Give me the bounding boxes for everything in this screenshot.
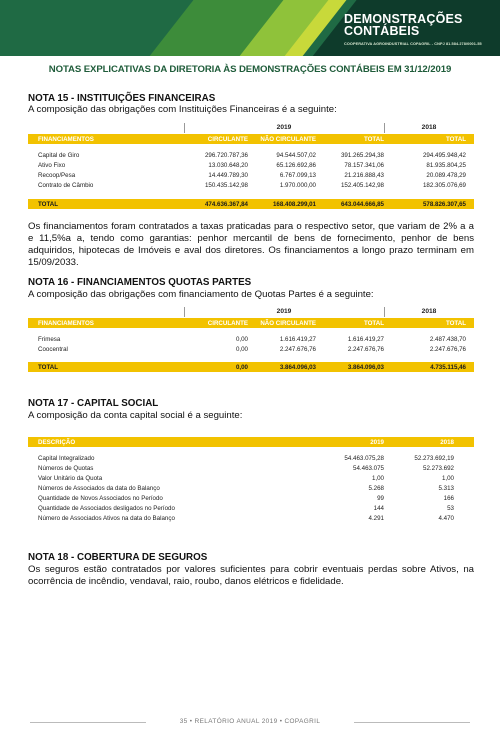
table-row: [28, 453, 474, 463]
row-label: Número de Associados Ativos na data do Balanço: [38, 515, 175, 522]
total-cell: 643.044.666,85: [340, 201, 384, 208]
cell: 52.273.692,19: [414, 455, 454, 462]
table-row: [28, 513, 474, 523]
nota18-title: NOTA 18 - COBERTURA DE SEGUROS: [28, 552, 208, 563]
row-label: Coocentral: [38, 346, 68, 353]
cell: 391.265.294,38: [340, 152, 384, 159]
section-title-line2: CONTÁBEIS: [344, 24, 420, 38]
nota17-table: [28, 437, 474, 523]
table-row: [28, 344, 474, 354]
cell: 4.470: [438, 515, 454, 522]
table-row: [28, 150, 474, 160]
total-cell: 0,00: [235, 364, 248, 371]
cell: 5.313: [438, 485, 454, 492]
row-label: Quantidade de Novos Associados no Período: [38, 495, 163, 502]
table-header: [28, 437, 474, 447]
row-label: Capital de Giro: [38, 152, 80, 159]
cell: 21.216.888,43: [344, 172, 384, 179]
table-year-row: [28, 122, 474, 134]
table-row: [28, 483, 474, 493]
cell: 0,00: [235, 336, 248, 343]
nota16-title: NOTA 16 - FINANCIAMENTOS QUOTAS PARTES: [28, 277, 252, 288]
header-banner: [0, 0, 500, 56]
table-row: [28, 463, 474, 473]
total-cell: 578.826.307,65: [422, 201, 466, 208]
total-cell: 4.735.115,46: [430, 364, 466, 371]
header-cell: NÃO CIRCULANTE: [260, 320, 316, 327]
table-header: [28, 318, 474, 328]
cell: 20.089.478,29: [426, 172, 466, 179]
table-row: [28, 170, 474, 180]
table-row: [28, 473, 474, 483]
row-label: Contrato de Câmbio: [38, 182, 94, 189]
table-header: [28, 134, 474, 144]
row-label: Ativo Fixo: [38, 162, 66, 169]
table-total-row: [28, 362, 474, 372]
header-cell: FINANCIAMENTOS: [38, 320, 94, 327]
nota15-title: NOTA 15 - INSTITUIÇÕES FINANCEIRAS: [28, 93, 216, 104]
nota17-title: NOTA 17 - CAPITAL SOCIAL: [28, 398, 159, 409]
year-2019: 2019: [276, 124, 292, 131]
cell: 6.767.099,13: [279, 172, 316, 179]
header-cell: 2019: [370, 439, 384, 446]
cell: 152.405.142,98: [340, 182, 384, 189]
header-cell: TOTAL: [445, 320, 466, 327]
row-label: Capital Integralizado: [38, 455, 95, 462]
table-row: [28, 160, 474, 170]
nota18-paragraph: Os seguros estão contratados por valores suficientes para cobrir eventuais perdas sobre Ativos, na ocorrência de incêndio, vendaval, raio, roubo, danos elétricos e fidelidade.: [28, 564, 474, 587]
header-cell: FINANCIAMENTOS: [38, 136, 94, 143]
header-cell: TOTAL: [363, 136, 384, 143]
year-2019: 2019: [276, 308, 292, 315]
header-cell: TOTAL: [445, 136, 466, 143]
row-label: Números de Quotas: [38, 465, 94, 472]
cell: 2.247.676,76: [347, 346, 384, 353]
nota15-paragraph: Os financiamentos foram contratados a taxas praticadas para o respectivo setor, que variam de 2% a a e 11,5%a a, tendo como garantias: penhor mercantil de bens de fornecimento, penhor de bens adquiridos, hipotecas de Imóveis e aval dos diretores. Os financiamentos a longo prazo terminam em 15/09/2033.: [28, 221, 474, 268]
company-subtitle: COOPERATIVA AGROINDUSTRIAL COPAGRIL - CNPJ 81.584.278/0001-55: [344, 42, 482, 46]
cell: 0,00: [235, 346, 248, 353]
header-cell: 2018: [440, 439, 454, 446]
cell: 81.935.804,25: [426, 162, 466, 169]
total-label: TOTAL: [38, 364, 59, 371]
cell: 296.720.787,36: [204, 152, 248, 159]
cell: 150.435.142,98: [204, 182, 248, 189]
table-total-row: [28, 199, 474, 209]
section-title: [344, 13, 486, 37]
header-cell: TOTAL: [363, 320, 384, 327]
table-year-row: [28, 306, 474, 318]
cell: 144: [373, 505, 384, 512]
cell: 14.449.789,30: [208, 172, 248, 179]
total-cell: 3.864.096,03: [347, 364, 384, 371]
header-cell: CIRCULANTE: [207, 136, 248, 143]
section-title-line1: DEMONSTRAÇÕES: [344, 12, 463, 26]
total-cell: 3.864.096,03: [279, 364, 316, 371]
table-row: [28, 503, 474, 513]
cell: 54.463.075: [353, 465, 384, 472]
table-row: [28, 493, 474, 503]
cell: 166: [443, 495, 454, 502]
nota16-table: [28, 306, 474, 372]
total-cell: 168.408.299,01: [272, 201, 316, 208]
header-cell: NÃO CIRCULANTE: [260, 136, 316, 143]
row-label: Números de Associados da data do Balanço: [38, 485, 160, 492]
cell: 54.463.075,28: [344, 455, 384, 462]
table-row: [28, 180, 474, 190]
cell: 1.970.000,00: [279, 182, 316, 189]
page-footer: 35 • RELATÓRIO ANUAL 2019 • COPAGRIL: [179, 718, 321, 725]
total-label: TOTAL: [38, 201, 59, 208]
cell: 1.616.419,27: [279, 336, 316, 343]
cell: 65.126.692,86: [276, 162, 316, 169]
cell: 53: [447, 505, 454, 512]
header-cell: DESCRIÇÃO: [38, 439, 76, 446]
cell: 294.495.948,42: [422, 152, 466, 159]
cell: 5.268: [368, 485, 384, 492]
row-label: Frimesa: [38, 336, 61, 343]
cell: 52.273.692: [423, 465, 454, 472]
nota15-intro: A composição das obrigações com Instituições Financeiras é a seguinte:: [28, 104, 337, 115]
cell: 4.291: [368, 515, 384, 522]
footer-divider: [354, 722, 470, 723]
cell: 1.616.419,27: [347, 336, 384, 343]
cell: 78.157.341,06: [344, 162, 384, 169]
nota17-intro: A composição da conta capital social é a seguinte:: [28, 410, 243, 421]
cell: 2.487.438,70: [429, 336, 466, 343]
year-2018: 2018: [421, 124, 437, 131]
row-label: Recoop/Pesa: [38, 172, 76, 179]
header-cell: CIRCULANTE: [207, 320, 248, 327]
cell: 1,00: [371, 475, 384, 482]
table-row: [28, 334, 474, 344]
cell: 2.247.676,76: [429, 346, 466, 353]
nota16-intro: A composição das obrigações com financiamento de Quotas Partes é a seguinte:: [28, 289, 374, 300]
row-label: Quantidade de Associados desligados no Período: [38, 505, 175, 512]
cell: 13.030.648,20: [208, 162, 248, 169]
total-cell: 474.636.367,84: [204, 201, 248, 208]
nota15-table: [28, 122, 474, 209]
year-2018: 2018: [421, 308, 437, 315]
cell: 182.305.076,69: [422, 182, 466, 189]
cell: 2.247.676,76: [279, 346, 316, 353]
cell: 99: [377, 495, 384, 502]
cell: 94.544.507,02: [276, 152, 316, 159]
cell: 1,00: [441, 475, 454, 482]
page-title: NOTAS EXPLICATIVAS DA DIRETORIA ÀS DEMONSTRAÇÕES CONTÁBEIS EM 31/12/2019: [48, 64, 452, 75]
row-label: Valor Unitário da Quota: [38, 475, 103, 482]
